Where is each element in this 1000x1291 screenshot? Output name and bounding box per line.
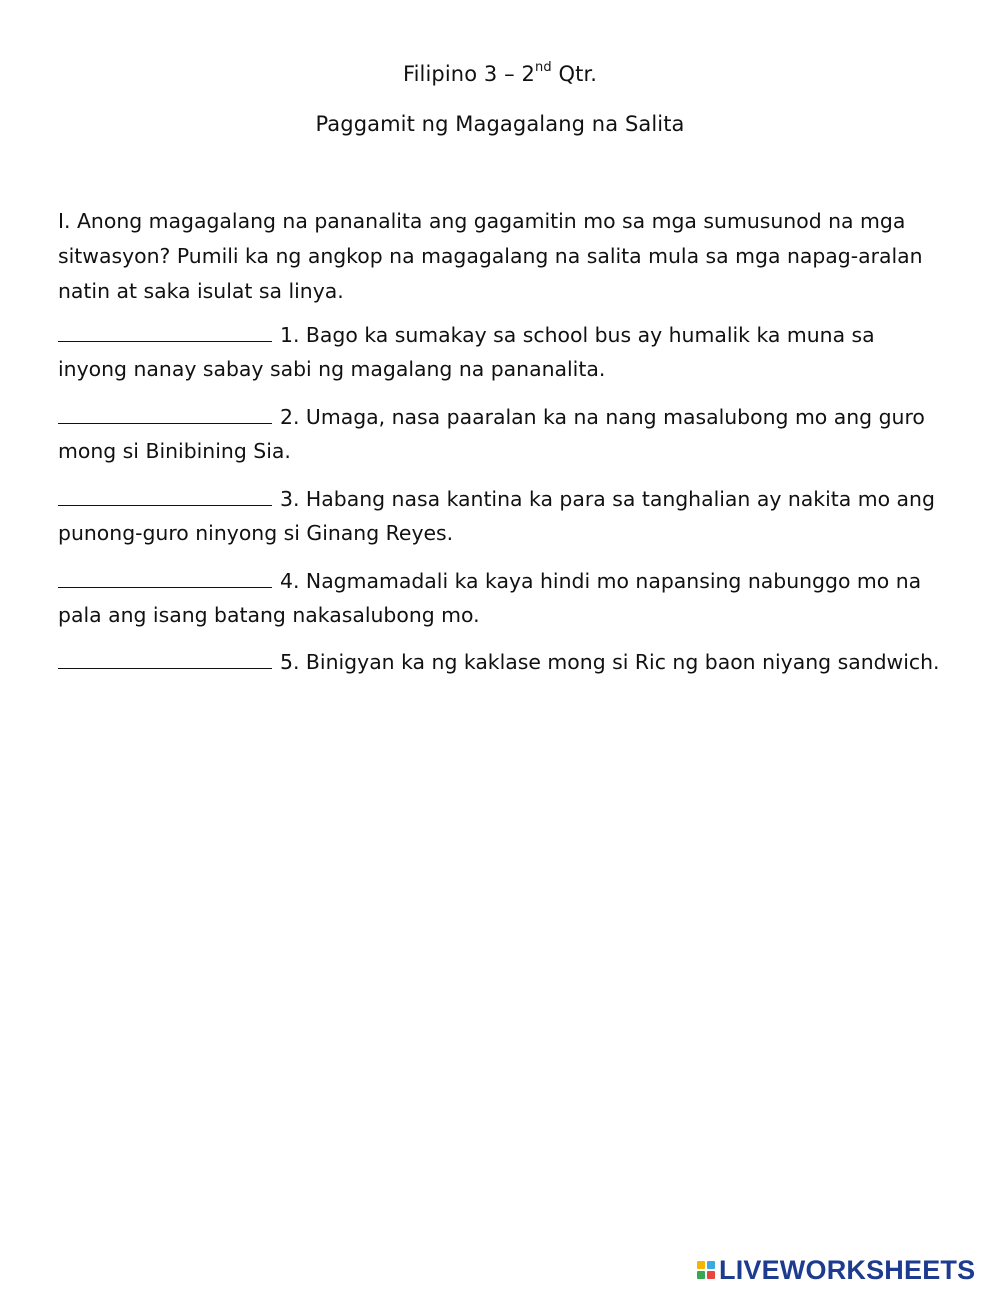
answer-blank[interactable] (58, 646, 272, 669)
course-suffix: Qtr. (551, 62, 598, 86)
course-prefix: Filipino 3 – 2 (402, 62, 535, 86)
logo-tile (697, 1271, 705, 1279)
question-text: 2. Umaga, nasa paaralan ka na nang masalubong mo ang guro mong si Binibining Sia. (58, 405, 925, 463)
question-item (58, 645, 948, 679)
answer-blank[interactable] (58, 483, 272, 506)
question-item (58, 318, 948, 386)
course-title (0, 62, 1000, 86)
instructions: I. Anong magagalang na pananalita ang gagamitin mo sa mga sumusunod na mga sitwasyon? Pumili ka ng angkop na magagalang na salita mula sa mga napag-aralan natin at saka isulat sa linya. (58, 209, 923, 303)
answer-blank[interactable] (58, 319, 272, 342)
question-item (58, 564, 948, 632)
question-text: 3. Habang nasa kantina ka para sa tanghalian ay nakita mo ang punong-guro ninyong si Ginang Reyes. (58, 487, 935, 545)
question-text: 1. Bago ka sumakay sa school bus ay humalik ka muna sa inyong nanay sabay sabi ng magalang na pananalita. (58, 323, 875, 381)
logo-tile (697, 1261, 705, 1269)
course-sup: nd (535, 60, 552, 75)
question-item (58, 400, 948, 468)
topic-title: Paggamit ng Magagalang na Salita (315, 112, 685, 136)
liveworksheets-logo-icon (697, 1261, 715, 1279)
liveworksheets-logo[interactable] (697, 1254, 975, 1286)
answer-blank[interactable] (58, 401, 272, 424)
question-text: 4. Nagmamadali ka kaya hindi mo napansing nabunggo mo na pala ang isang batang nakasalubong mo. (58, 569, 922, 627)
logo-tile (707, 1261, 715, 1269)
question-text: 5. Binigyan ka ng kaklase mong si Ric ng baon niyang sandwich. (280, 650, 940, 674)
logo-text: LIVEWORKSHEETS (719, 1254, 976, 1285)
question-item (58, 482, 948, 550)
answer-blank[interactable] (58, 565, 272, 588)
logo-tile (707, 1271, 715, 1279)
